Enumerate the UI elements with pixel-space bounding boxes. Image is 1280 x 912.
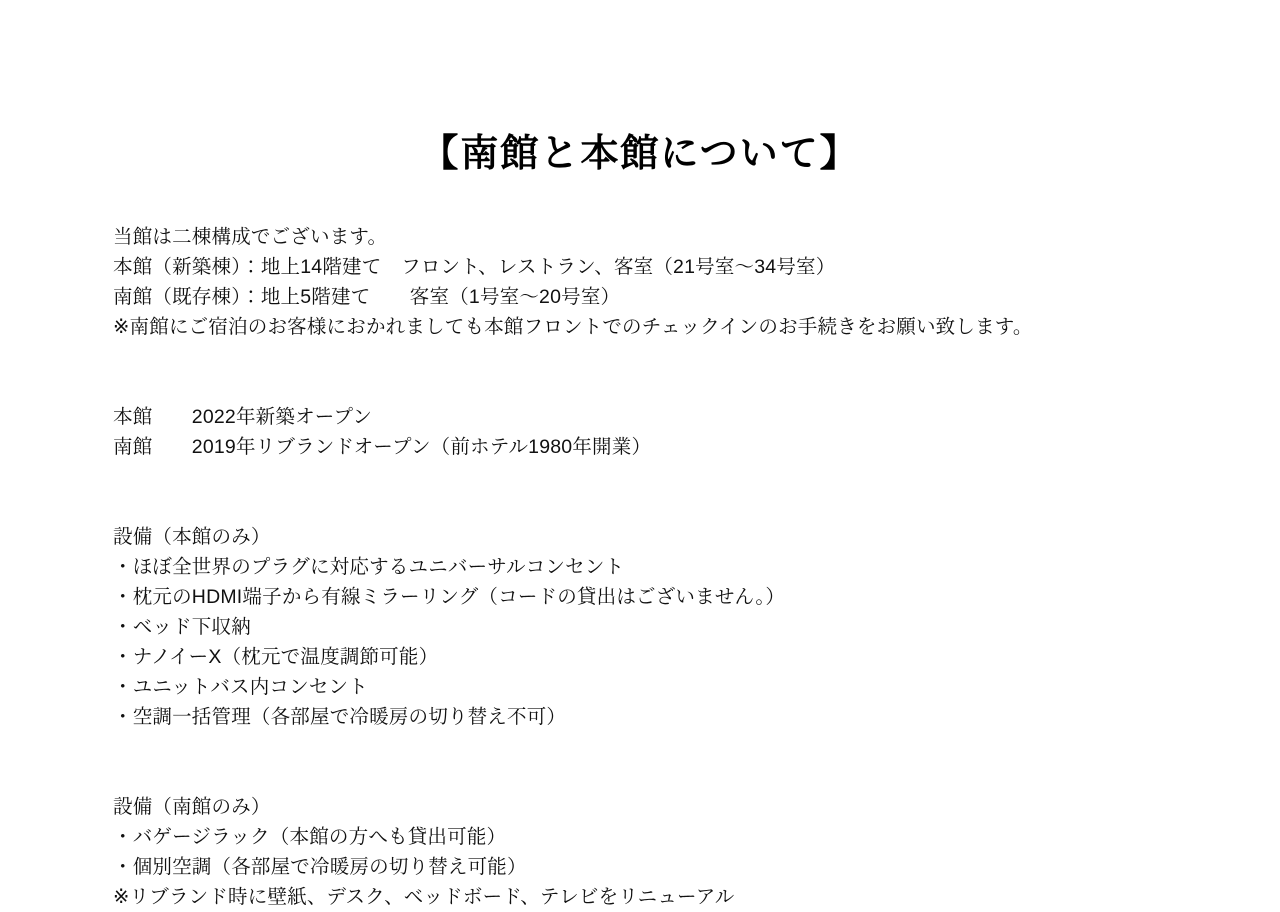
text-line: 本館 2022年新築オープン — [113, 406, 373, 428]
section-facilities-south — [113, 792, 1193, 912]
text-line: ※南館にご宿泊のお客様におかれましても本館フロントでのチェックインのお手続きをお願い致します。 — [113, 316, 1033, 338]
note-line: ※リブランド時に壁紙、デスク、ベッドボード、テレビをリニューアル — [113, 886, 735, 908]
text-line: 南館（既存棟）：地上5階建て 客室（1号室〜20号室） — [113, 286, 621, 308]
section-spacer — [113, 342, 1193, 372]
section-spacer — [113, 492, 1193, 522]
section-spacer — [113, 372, 1193, 402]
list-item: ・個別空調（各部屋で冷暖房の切り替え可能） — [113, 856, 527, 878]
section-overview — [113, 222, 1193, 342]
section-spacer — [113, 732, 1193, 762]
section-open-history — [113, 402, 1193, 462]
list-item: ・枕元のHDMI端子から有線ミラーリング（コードの貸出はございません。） — [113, 586, 786, 608]
section-spacer — [113, 462, 1193, 492]
text-line: 当館は二棟構成でございます。 — [113, 226, 388, 248]
document-body — [113, 222, 1193, 912]
section-heading: 設備（南館のみ） — [113, 796, 271, 818]
section-facilities-main — [113, 522, 1193, 732]
list-item: ・ベッド下収納 — [113, 616, 251, 638]
text-line: 本館（新築棟）：地上14階建て フロント、レストラン、客室（21号室〜34号室） — [113, 256, 836, 278]
section-heading: 設備（本館のみ） — [113, 526, 271, 548]
page-title: 【南館と本館について】 — [420, 133, 860, 175]
list-item: ・バゲージラック（本館の方へも貸出可能） — [113, 826, 507, 848]
section-spacer — [113, 762, 1193, 792]
text-line: 南館 2019年リブランドオープン（前ホテル1980年開業） — [113, 436, 652, 458]
list-item: ・ほぼ全世界のプラグに対応するユニバーサルコンセント — [113, 556, 625, 578]
list-item: ・ユニットバス内コンセント — [113, 676, 368, 698]
list-item: ・ナノイーX（枕元で温度調節可能） — [113, 646, 439, 668]
list-item: ・空調一括管理（各部屋で冷暖房の切り替え不可） — [113, 706, 567, 728]
